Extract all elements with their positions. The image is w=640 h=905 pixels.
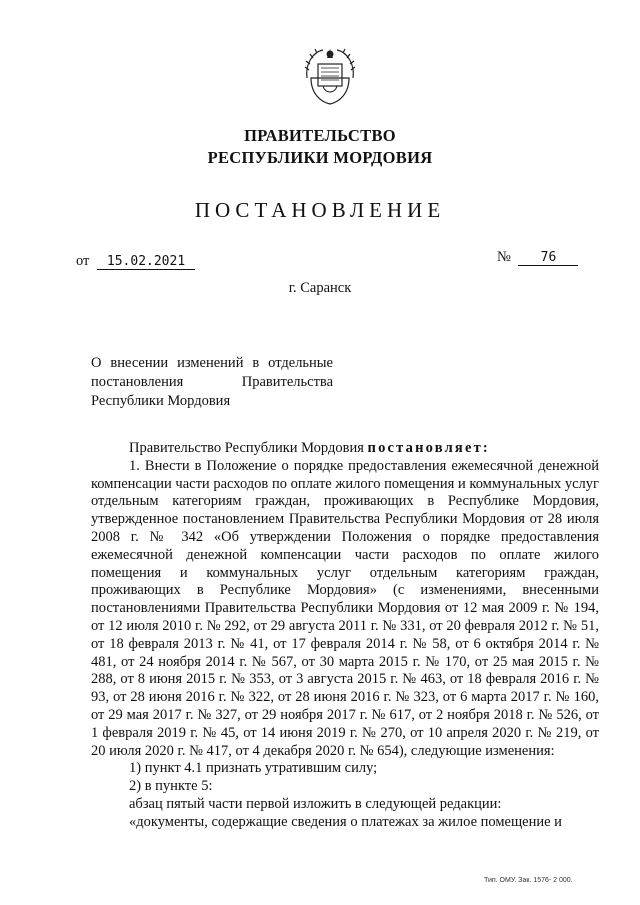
date-field: 15.02.2021: [97, 254, 195, 270]
item-1-paragraph: 1. Внести в Положение о порядке предоставления ежемесячной денежной компенсации части расходов по оплате жилого помещения и коммунальных услуг отдельным категориям граждан, проживающих в Республике Мордовия, утвержденное постановлением Правительства Республики Мордовия от 28 июля 2008 г. № 342 «Об утверждении Положения о порядке предоставления ежемесячной денежной компенсации части расходов по оплате жилого помещения и коммунальных услуг отдельным категориям граждан, проживающих в Республике Мордовия» (с изменениями, внесенными постановлениями Правительства Республики Мордовия от 12 мая 2009 г. № 194, от 12 июля 2010 г. № 292, от 29 августа 2011 г. № 331, от 20 февраля 2012 г. № 51, от 18 февраля 2013 г. № 41, от 17 февраля 2014 г. № 58, от 6 октября 2014 г. № 481, от 24 ноября 2014 г. № 567, от 30 марта 2015 г. № 170, от 25 мая 2015 г. № 288, от 8 июня 2015 г. № 353, от 3 августа 2015 г. № 463, от 18 февраля 2016 г. № 93, от 28 июня 2016 г. № 322, от 28 июня 2016 г. № 323, от 6 марта 2017 г. № 160, от 29 мая 2017 г. № 327, от 29 ноября 2017 г. № 617, от 2 ноября 2018 г. № 526, от 1 февраля 2019 г. № 45, от 14 июня 2019 г. № 270, от 10 апреля 2020 г. № 219, от 20 июля 2020 г. № 417, от 4 декабря 2020 г. № 654), следующие изменения:: [91, 457, 599, 759]
subitem-1: 1) пункт 4.1 признать утратившим силу;: [129, 760, 378, 777]
government-title: ПРАВИТЕЛЬСТВО: [244, 126, 396, 145]
subject-block: [91, 354, 333, 411]
city-line: г. Саранск: [288, 280, 352, 296]
intro-paragraph: [91, 440, 599, 458]
document-type-heading: ПОСТАНОВЛЕНИЕ: [194, 198, 446, 222]
decree-verb: постановляет:: [367, 440, 490, 456]
subitem-2: 2) в пункте 5:: [129, 778, 213, 795]
number-prefix: №: [497, 249, 511, 265]
date-line: [76, 253, 195, 270]
subject-line: Республики Мордовия: [91, 393, 231, 409]
date-prefix: от: [76, 253, 90, 269]
quoted-text: «документы, содержащие сведения о платежах за жилое помещение и: [129, 813, 562, 830]
subject-line: постановления Правительства: [91, 374, 333, 390]
subject-line: О внесении изменений в отдельные: [91, 355, 333, 371]
number-field: 76: [518, 250, 578, 266]
coat-of-arms-emblem: [301, 44, 359, 108]
document-body: [91, 440, 599, 832]
intro-text: Правительство Республики Мордовия: [129, 440, 364, 456]
subitem-2-paragraph-a: абзац пятый части первой изложить в следующей редакции:: [129, 795, 502, 812]
print-mark: Тип. ОМУ. Зак. 1576- 2 000.: [484, 877, 573, 884]
number-line: [497, 249, 578, 266]
republic-title: РЕСПУБЛИКИ МОРДОВИЯ: [207, 148, 433, 167]
